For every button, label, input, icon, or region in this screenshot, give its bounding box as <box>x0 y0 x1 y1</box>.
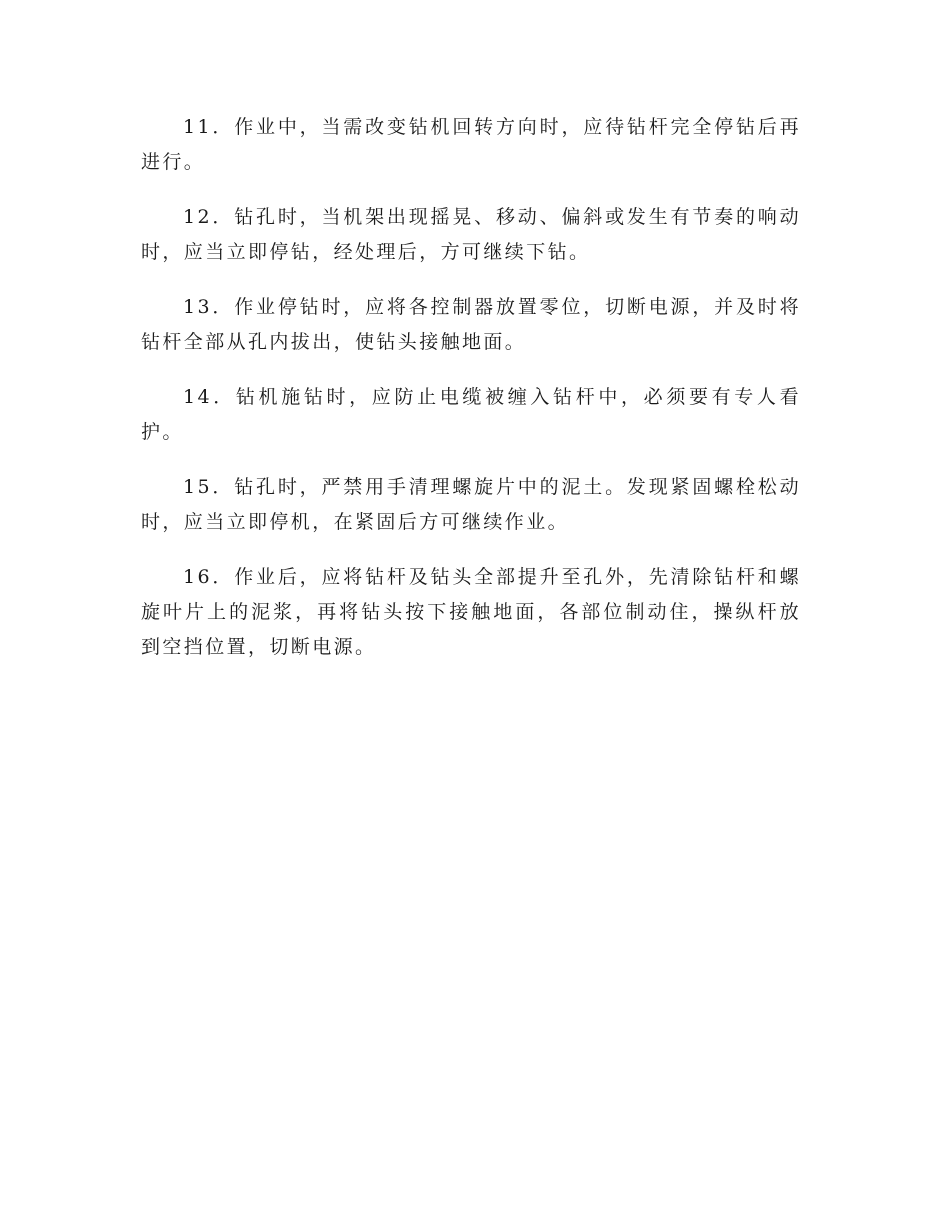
paragraph-15: 15．钻孔时，严禁用手清理螺旋片中的泥土。发现紧固螺栓松动时，应当立即停机，在紧固后方可继续作业。 <box>141 476 801 533</box>
paragraph-16: 16．作业后，应将钻杆及钻头全部提升至孔外，先清除钻杆和螺旋叶片上的泥浆，再将钻头按下接触地面，各部位制动住，操纵杆放到空挡位置，切断电源。 <box>141 566 801 658</box>
paragraph-12: 12．钻孔时，当机架出现摇晃、移动、偏斜或发生有节奏的响动时，应当立即停钻，经处理后，方可继续下钻。 <box>141 206 801 263</box>
paragraph-13: 13．作业停钻时，应将各控制器放置零位，切断电源，并及时将钻杆全部从孔内拔出，使钻头接触地面。 <box>141 296 801 353</box>
document-body <box>141 110 801 685</box>
paragraph-14: 14．钻机施钻时，应防止电缆被缠入钻杆中，必须要有专人看护。 <box>141 386 801 443</box>
paragraph-11: 11．作业中，当需改变钻机回转方向时，应待钻杆完全停钻后再进行。 <box>141 116 801 173</box>
